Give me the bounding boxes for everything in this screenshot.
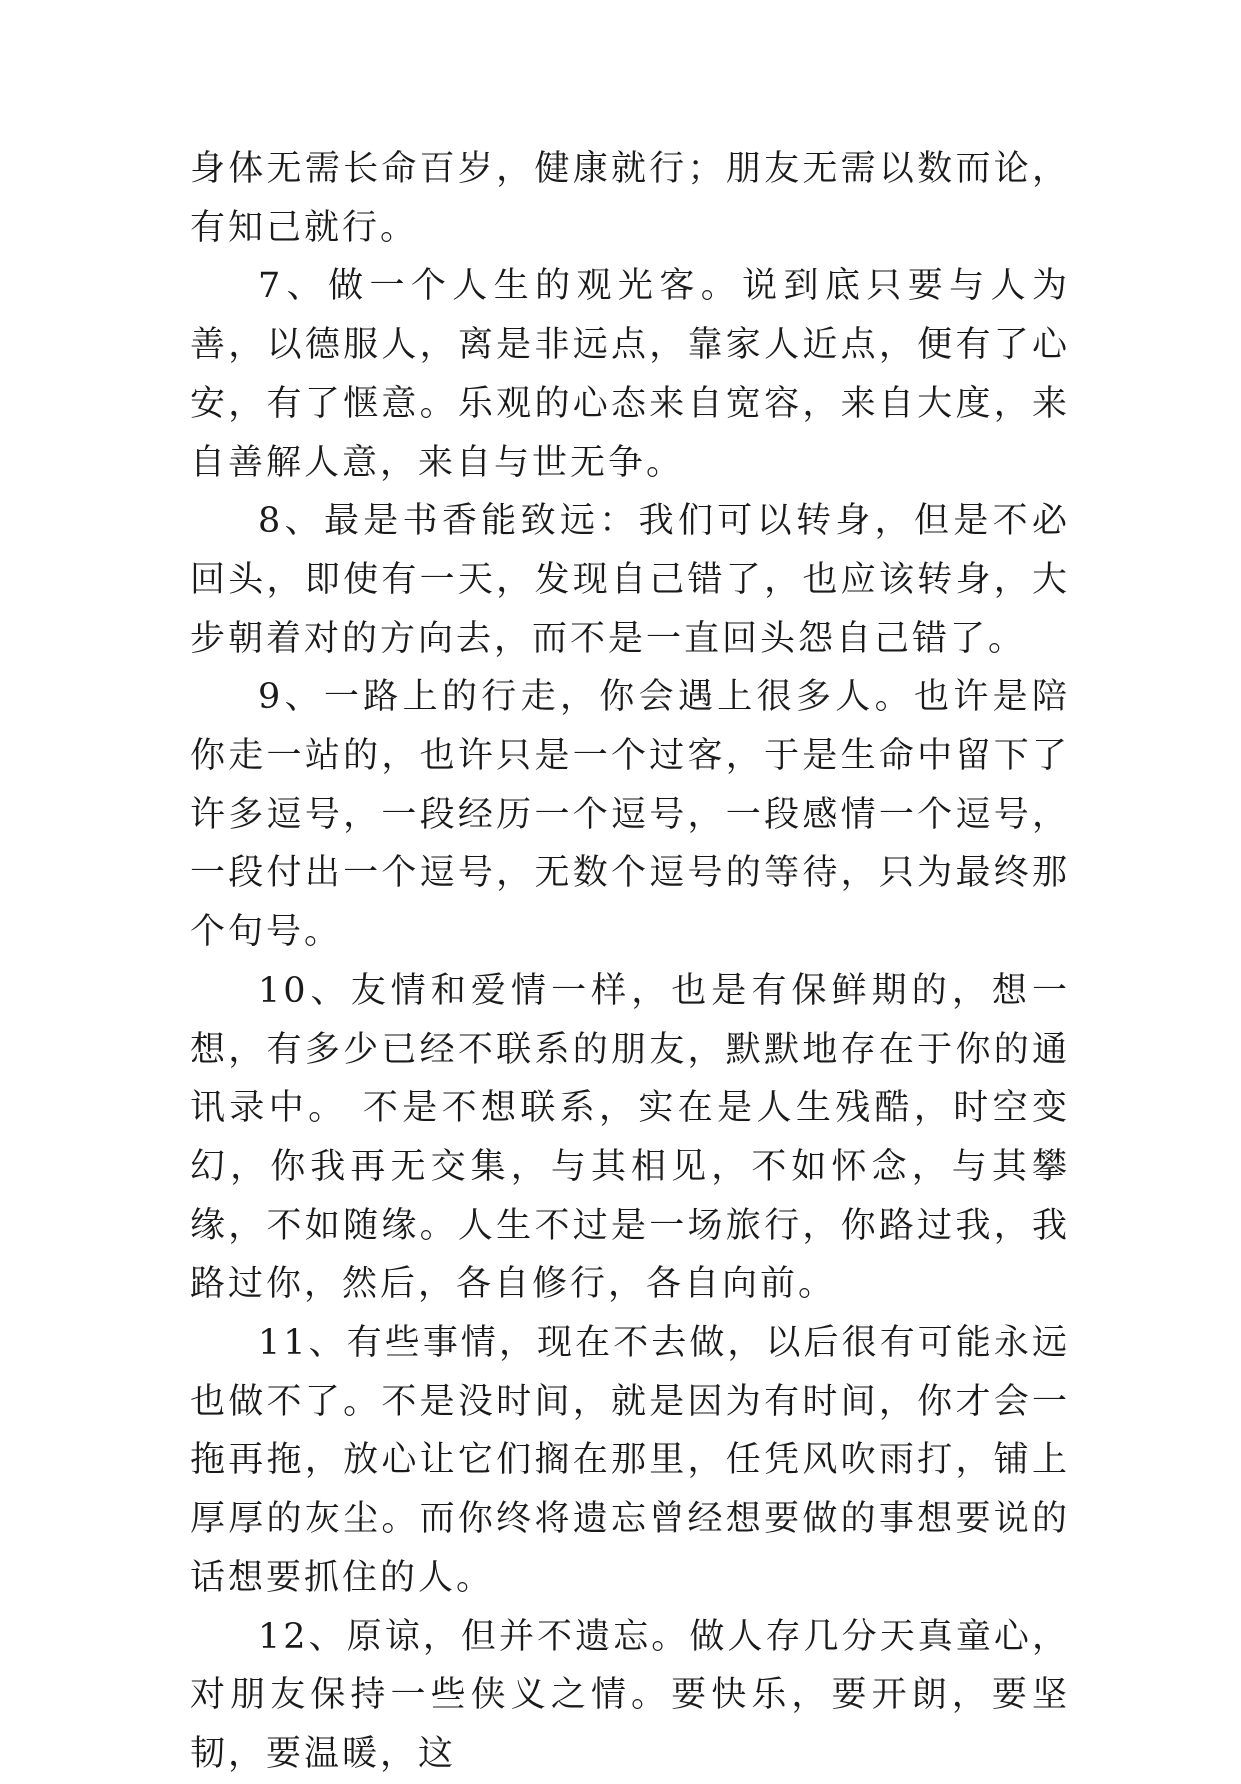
paragraph-item-11: 11、有些事情，现在不去做，以后很有可能永远也做不了。不是没时间，就是因为有时间，你才会一拖再拖，放心让它们搁在那里，任凭风吹雨打，铺上厚厚的灰尘。而你终将遗忘曾经想要做的事想要说的话想要抓住的人。 — [190, 1323, 1070, 1598]
document-page — [190, 140, 1070, 1784]
paragraph-item-7: 7、做一个人生的观光客。说到底只要与人为善，以德服人，离是非远点，靠家人近点，便有了心安，有了惬意。乐观的心态来自宽容，来自大度，来自善解人意，来自与世无争。 — [190, 266, 1070, 483]
paragraph-item-9: 9、一路上的行走，你会遇上很多人。也许是陪你走一站的，也许只是一个过客，于是生命中留下了许多逗号，一段经历一个逗号，一段感情一个逗号，一段付出一个逗号，无数个逗号的等待，只为最终那个句号。 — [190, 677, 1070, 953]
paragraph-continuation: 身体无需长命百岁，健康就行；朋友无需以数而论，有知己就行。 — [190, 149, 1070, 248]
paragraph-item-12: 12、原谅，但并不遗忘。做人存几分天真童心，对朋友保持一些侠义之情。要快乐，要开朗，要坚韧，要温暖，这 — [190, 1616, 1070, 1774]
paragraph-item-8: 8、最是书香能致远：我们可以转身，但是不必回头，即使有一天，发现自己错了，也应该转身，大步朝着对的方向去，而不是一直回头怨自己错了。 — [190, 501, 1070, 659]
paragraph-item-10: 10、友情和爱情一样，也是有保鲜期的，想一想，有多少已经不联系的朋友，默默地存在于你的通讯录中。 不是不想联系，实在是人生残酷，时空变幻，你我再无交集，与其相见，不如怀念，与其攀缘，不如随缘。人生不过是一场旅行，你路过我，我路过你，然后，各自修行，各自向前。 — [190, 970, 1070, 1305]
